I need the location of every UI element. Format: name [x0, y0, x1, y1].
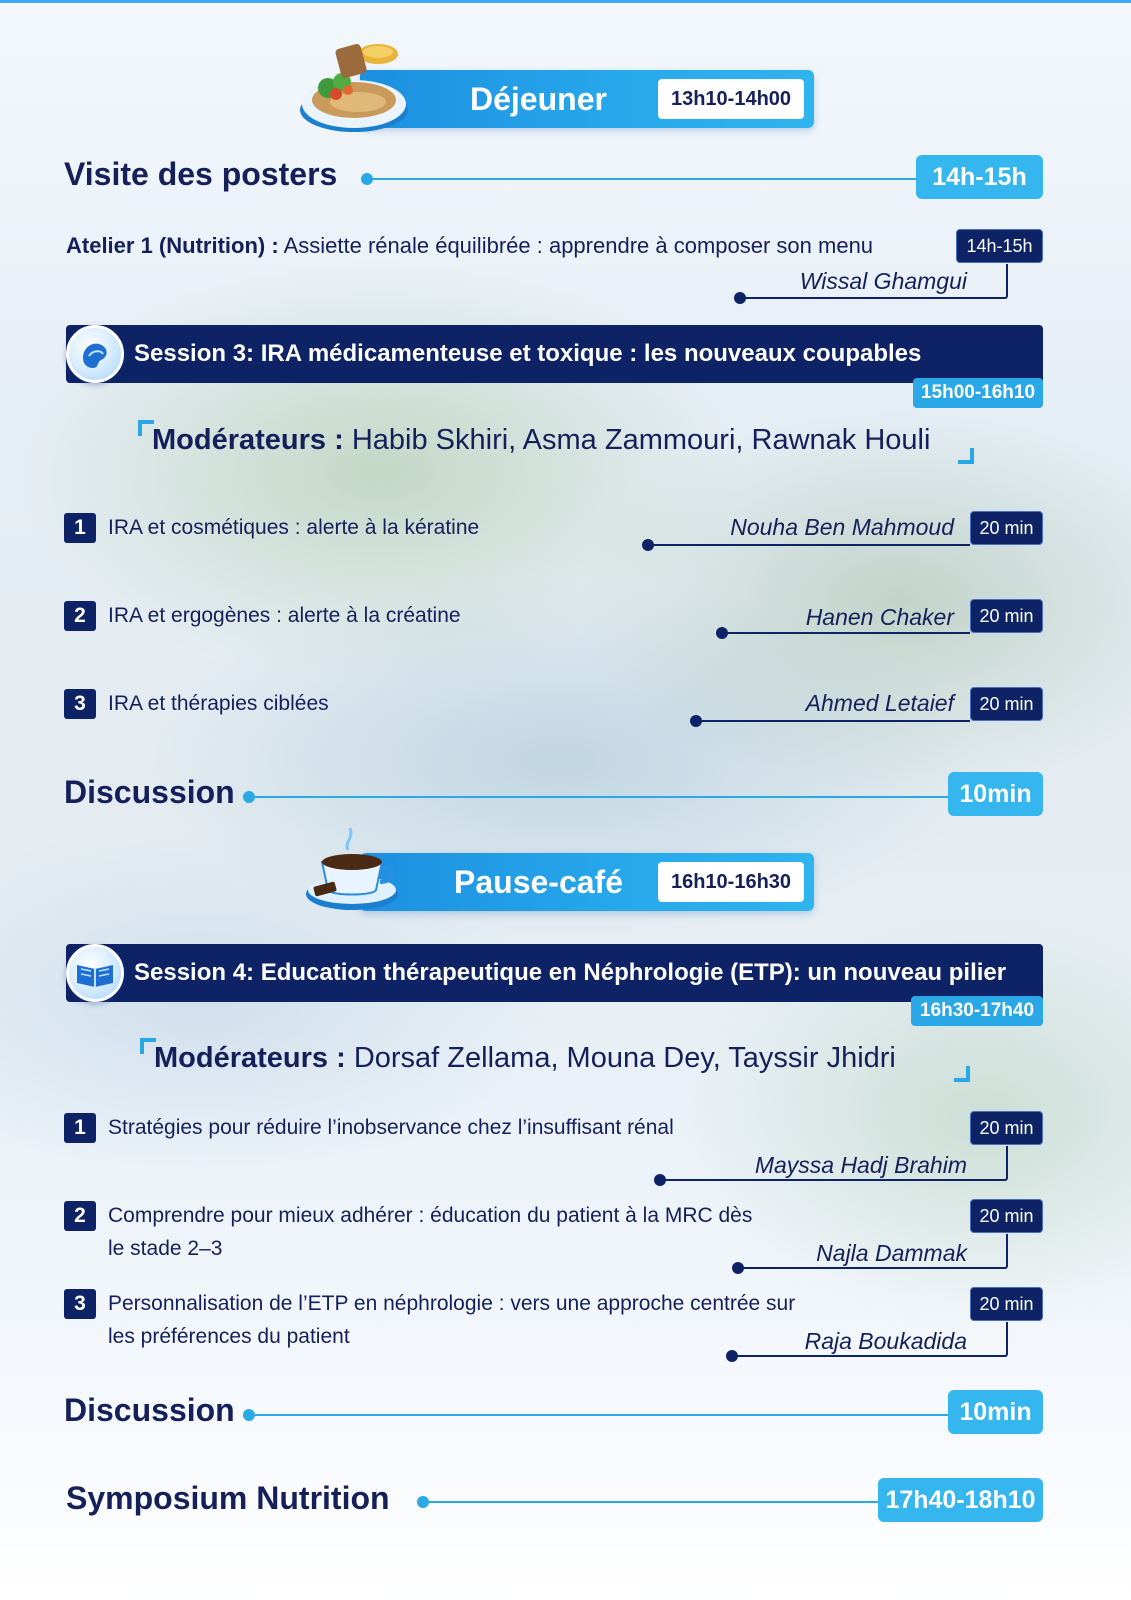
session3-talk3-speaker-line — [696, 720, 970, 722]
lunch-time: 13h10-14h00 — [658, 79, 804, 119]
session4-talk2-number: 2 — [64, 1201, 96, 1231]
session3-talk1-speaker: Nouha Ben Mahmoud — [730, 514, 954, 540]
symposium-line — [422, 1501, 880, 1503]
top-accent-line — [0, 0, 1131, 3]
session3-talk2-number: 2 — [64, 601, 96, 631]
lunch-banner — [360, 70, 814, 128]
session3-discussion-title: Discussion — [64, 774, 235, 810]
session3-moderators — [152, 424, 930, 457]
session3-talk2-speaker: Hanen Chaker — [805, 604, 954, 630]
coffee-cup-icon — [304, 820, 404, 916]
session4-talk3-speaker: Raja Boukadida — [804, 1328, 967, 1354]
session3-talk1-number: 1 — [64, 513, 96, 543]
session3-talk1-speaker-line — [648, 544, 970, 546]
coffee-banner — [360, 853, 814, 911]
atelier-speaker-bracket — [740, 264, 1008, 299]
coffee-time: 16h10-16h30 — [658, 862, 804, 902]
session4-talk2-duration: 20 min — [970, 1199, 1043, 1233]
session3-talk3-speaker: Ahmed Letaief — [805, 690, 954, 716]
lunch-title: Déjeuner — [470, 81, 607, 117]
session3-talk3-title: IRA et thérapies ciblées — [108, 692, 329, 715]
session3-talk1-title: IRA et cosmétiques : alerte à la kératine — [108, 516, 480, 539]
posters-time: 14h-15h — [916, 155, 1043, 199]
session3-talk2-speaker-line — [722, 632, 970, 634]
session3-talk2-title: IRA et ergogènes : alerte à la créatine — [108, 604, 461, 627]
session3-talk3-duration: 20 min — [970, 687, 1043, 721]
session3-talk2-duration: 20 min — [970, 599, 1043, 633]
session3-moderators-names: Habib Skhiri, Asma Zammouri, Rawnak Houli — [351, 424, 931, 456]
session4-discussion-line — [248, 1414, 950, 1416]
session4-talk3-duration: 20 min — [970, 1287, 1043, 1321]
session4-discussion-duration: 10min — [948, 1390, 1043, 1434]
session3-moderators-label: Modérateurs : — [152, 424, 344, 456]
session3-kidney-icon — [66, 325, 124, 383]
lunch-plate-icon — [298, 40, 414, 136]
posters-title: Visite des posters — [64, 156, 338, 192]
session4-talk1-number: 1 — [64, 1113, 96, 1143]
symposium-title: Symposium Nutrition — [66, 1480, 390, 1516]
session4-discussion-title: Discussion — [64, 1392, 235, 1428]
session4-talk3-speaker-bracket — [732, 1322, 1008, 1357]
session4-talk3-title-line2: les préférences du patient — [108, 1325, 350, 1348]
atelier-time: 14h-15h — [956, 229, 1043, 263]
session4-talk2-speaker-bracket — [738, 1234, 1008, 1269]
session3-moderators-bracket-right — [958, 448, 974, 464]
session3-time: 15h00-16h10 — [913, 378, 1043, 408]
session4-talk3-number: 3 — [64, 1289, 96, 1319]
session3-discussion-duration: 10min — [948, 772, 1043, 816]
atelier-label: Atelier 1 (Nutrition) : — [66, 233, 279, 258]
session4-talk2-speaker: Najla Dammak — [816, 1240, 967, 1266]
atelier-speaker: Wissal Ghamgui — [799, 268, 967, 294]
session4-talk2-title-line1: Comprendre pour mieux adhérer : éducation du patient à la MRC dès — [108, 1204, 753, 1227]
session4-talk1-speaker-bracket — [660, 1146, 1008, 1181]
posters-line — [366, 178, 918, 180]
session4-moderators-names: Dorsaf Zellama, Mouna Dey, Tayssir Jhidri — [353, 1042, 896, 1074]
session4-book-icon — [66, 944, 124, 1002]
session4-time: 16h30-17h40 — [911, 996, 1043, 1026]
session4-talk1-duration: 20 min — [970, 1111, 1043, 1145]
session4-talk3-title-line1: Personnalisation de l’ETP en néphrologie : vers une approche centrée sur — [108, 1292, 796, 1315]
coffee-title: Pause-café — [454, 864, 623, 900]
session4-bar: Session 4: Education thérapeutique en Néphrologie (ETP): un nouveau pilier — [66, 944, 1043, 1002]
session3-talk1-duration: 20 min — [970, 511, 1043, 545]
session4-moderators-label: Modérateurs : — [154, 1042, 346, 1074]
session3-bar: Session 3: IRA médicamenteuse et toxique : les nouveaux coupables — [66, 325, 1043, 383]
session4-talk1-speaker: Mayssa Hadj Brahim — [754, 1152, 967, 1178]
session3-talk3-number: 3 — [64, 689, 96, 719]
symposium-time: 17h40-18h10 — [878, 1478, 1043, 1522]
session3-discussion-line — [248, 796, 950, 798]
session4-moderators — [154, 1042, 896, 1075]
session4-talk1-title: Stratégies pour réduire l’inobservance chez l’insuffisant rénal — [108, 1116, 674, 1139]
atelier-title: Assiette rénale équilibrée : apprendre à composer son menu — [283, 233, 874, 258]
session4-talk2-title-line2: le stade 2–3 — [108, 1237, 223, 1260]
session4-moderators-bracket-right — [954, 1066, 970, 1082]
atelier-row — [66, 233, 873, 259]
